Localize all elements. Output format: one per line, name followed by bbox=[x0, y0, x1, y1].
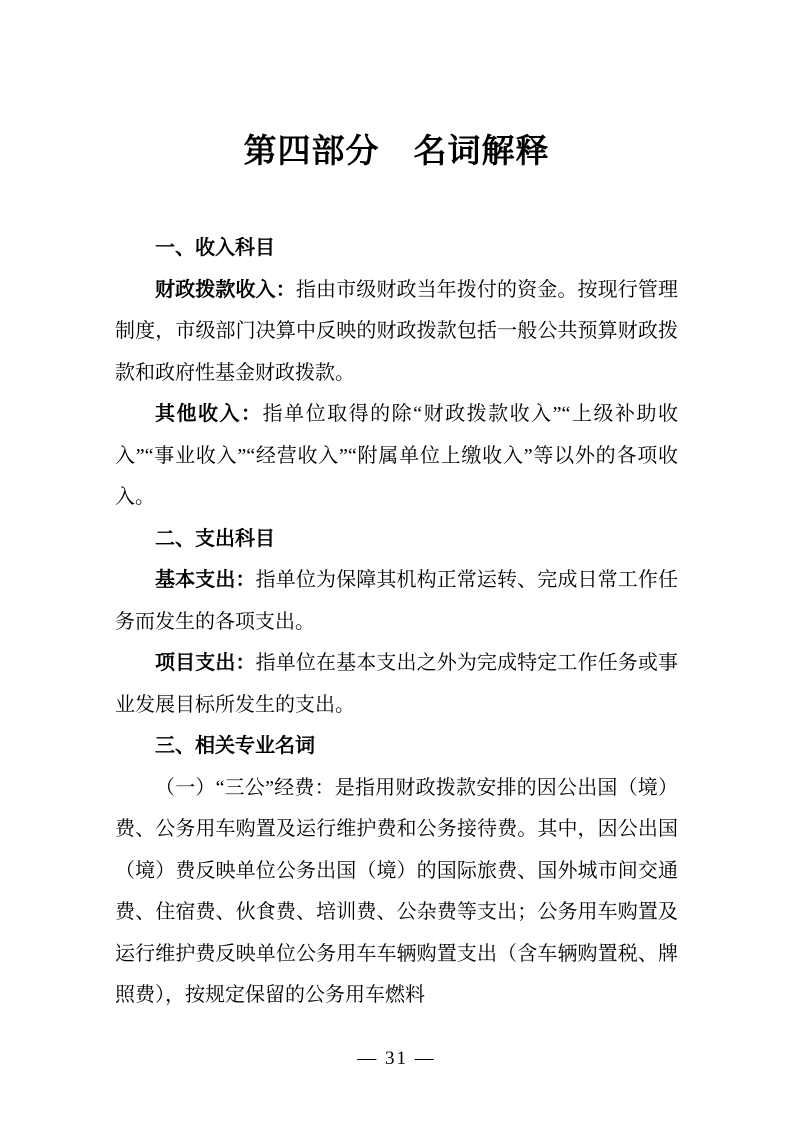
term-lead: 项目支出： bbox=[155, 652, 256, 674]
paragraph bbox=[115, 768, 678, 1017]
term-definition: 指单位在基本支出之外为完成特定工作任务或事业发展目标所发生的支出。 bbox=[115, 652, 679, 716]
document-body bbox=[115, 228, 678, 1017]
section-heading: 三、相关专业名词 bbox=[155, 735, 315, 757]
term-definition: 指单位为保障其机构正常运转、完成日常工作任务而发生的各项支出。 bbox=[115, 569, 679, 633]
section-heading: 一、收入科目 bbox=[155, 237, 275, 259]
term-definition: 指单位取得的除“财政拨款收入”“上级补助收入”“事业收入”“经营收入”“附属单位上缴收入”等以外的各项收入。 bbox=[115, 403, 678, 508]
term-lead: 其他收入： bbox=[155, 403, 263, 425]
term-lead: 财政拨款收入： bbox=[155, 278, 296, 301]
term-lead: 基本支出： bbox=[155, 569, 256, 591]
term-definition: 指由市级财政当年拨付的资金。按现行管理制度，市级部门决算中反映的财政拨款包括一般公共预算财政拨款和政府性基金财政拨款。 bbox=[115, 278, 679, 384]
term-lead: （一）“三公”经费： bbox=[155, 776, 335, 799]
paragraph bbox=[115, 270, 678, 395]
section-heading: 二、支出科目 bbox=[155, 527, 275, 550]
paragraph bbox=[115, 560, 678, 643]
paragraph bbox=[115, 643, 678, 726]
page-number: — 31 — bbox=[357, 1048, 436, 1069]
page-title: 第四部分 名词解释 bbox=[243, 134, 550, 170]
paragraph bbox=[115, 394, 678, 519]
term-definition: 是指用财政拨款安排的因公出国（境）费、公务用车购置及运行维护费和公务接待费。其中，因公出国（境）费反映单位公务出国（境）的国际旅费、国外城市间交通费、住宿费、伙食费、培训费、公杂费等支出；公务用车购置及运行维护费反映单位公务用车车辆购置支出（含车辆购置税、牌照费），按规定保留的公务用车燃料 bbox=[115, 776, 679, 1006]
